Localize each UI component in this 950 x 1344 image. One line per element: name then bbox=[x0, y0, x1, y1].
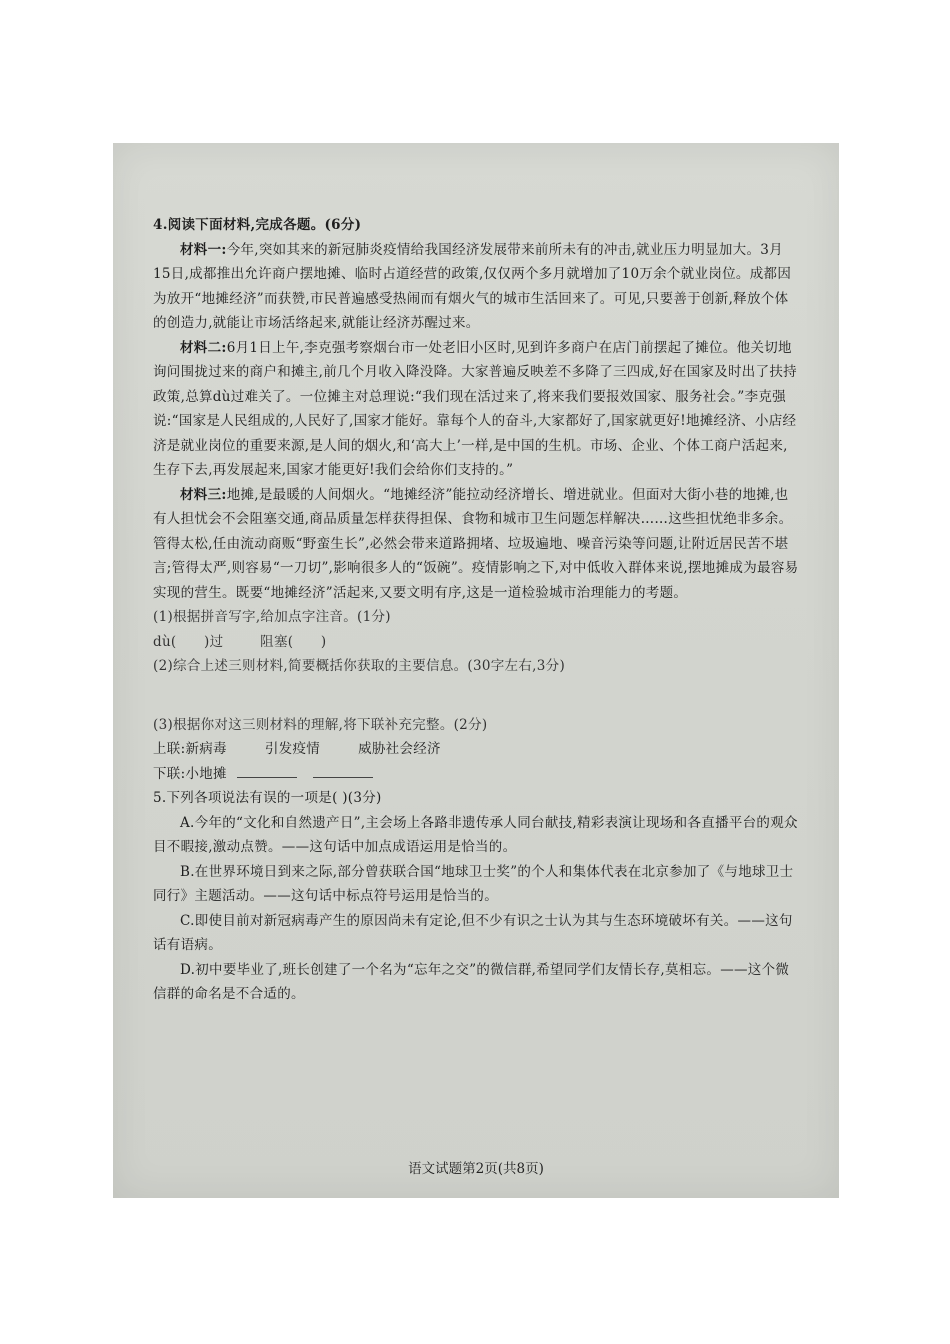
upper-couplet bbox=[153, 737, 799, 762]
q5-option-a: A.今年的“文化和自然遗产日”,主会场上各路非遗传承人同台献技,精彩表演让现场和各直播平台的观众目不暇接,激动点赞。——这句话中加点成语运用是恰当的。 bbox=[153, 814, 798, 855]
material-2-text: 6月1日上午,李克强考察烟台市一处老旧小区时,见到许多商户在店门前摆起了摊位。他关切地询问围拢过来的商户和摊主,前几个月收入降没降。大家普遍反映差不多降了三四成,好在国家及时出了扶持政策,总算dù过难关了。一位摊主对总理说:“我们现在活过来了,将来我们要报效国家、服务社会。”李克强说:“国家是人民组成的,人民好了,国家才能好。靠每个人的奋斗,大家都好了,国家就更好!地摊经济、小店经济是就业岗位的重要来源,是人间的烟火,和‘高大上’一样,是中国的生机。市场、企业、个体工商户活起来,生存下去,再发展起来,国家才能更好!我们会给你们支持的。” bbox=[153, 339, 797, 478]
q4-sub1: (1)根据拼音写字,给加点字注音。(1分) bbox=[153, 609, 391, 625]
material-1-label: 材料一: bbox=[180, 241, 227, 258]
upper-couplet-part-2: 引发疫情 bbox=[264, 741, 321, 757]
q4-sub3: (3)根据你对这三则材料的理解,将下联补充完整。(2分) bbox=[153, 716, 488, 733]
lower-couplet-start: 下联:小地摊 bbox=[153, 765, 227, 782]
material-3 bbox=[153, 483, 799, 606]
q4-sub2: (2)综合上述三则材料,简要概括你获取的主要信息。(30字左右,3分) bbox=[153, 658, 566, 674]
q4-title: 4.阅读下面材料,完成各题。(6分) bbox=[153, 217, 362, 233]
material-2-label: 材料二: bbox=[180, 339, 227, 356]
q5-option-b: B.在世界环境日到来之际,部分曾获联合国“地球卫士奖”的个人和集体代表在北京参加了《与地球卫士同行》主题活动。——这句话中标点符号运用是恰当的。 bbox=[153, 863, 794, 904]
material-2 bbox=[153, 336, 799, 483]
q5-option-c: C.即使目前对新冠病毒产生的原因尚未有定论,但不少有识之士认为其与生态环境破坏有关。——这句话有语病。 bbox=[153, 912, 793, 953]
upper-couplet-part-3: 威胁社会经济 bbox=[358, 741, 441, 757]
answer-blank-2 bbox=[313, 765, 373, 778]
material-1 bbox=[153, 238, 799, 336]
answer-space bbox=[153, 679, 799, 713]
q5-option-d: D.初中要毕业了,班长创建了一个名为“忘年之交”的微信群,希望同学们友情长存,莫相忘。——这个微信群的命名是不合适的。 bbox=[153, 961, 790, 1002]
q5-title: 5.下列各项说法有误的一项是( )(3分) bbox=[153, 790, 382, 806]
upper-couplet-part-1: 上联:新病毒 bbox=[153, 741, 227, 757]
exam-sheet bbox=[113, 143, 839, 1198]
page-footer: 语文试题第2页(共8页) bbox=[408, 1161, 544, 1177]
material-3-label: 材料三: bbox=[180, 486, 227, 503]
q4-sub1-answer-line: dù( )过 阻塞( ) bbox=[153, 633, 327, 650]
material-3-text: 地摊,是最暖的人间烟火。“地摊经济”能拉动经济增长、增进就业。但面对大街小巷的地摊,也有人担忧会不会阻塞交通,商品质量怎样获得担保、食物和城市卫生问题怎样解决……这些担忧绝非多余。管得太松,任由流动商贩“野蛮生长”,必然会带来道路拥堵、垃圾遍地、噪音污染等问题,让附近居民苦不堪言;管得太严,则容易“一刀切”,影响很多人的“饭碗”。疫情影响之下,对中低收入群体来说,摆地摊成为最容易实现的营生。既要“地摊经济”活起来,又要文明有序,这是一道检验城市治理能力的考题。 bbox=[153, 486, 799, 601]
answer-blank-1 bbox=[237, 765, 297, 778]
lower-couplet bbox=[153, 762, 799, 787]
material-1-text: 今年,突如其来的新冠肺炎疫情给我国经济发展带来前所未有的冲击,就业压力明显加大。3月15日,成都推出允许商户摆地摊、临时占道经营的政策,仅仅两个多月就增加了10万余个就业岗位。成都因为放开“地摊经济”而获赞,市民普遍感受热闹而有烟火气的城市生活回来了。可见,只要善于创新,释放个体的创造力,就能让市场活络起来,就能让经济苏醒过来。 bbox=[153, 241, 792, 331]
page-content bbox=[153, 213, 799, 1007]
